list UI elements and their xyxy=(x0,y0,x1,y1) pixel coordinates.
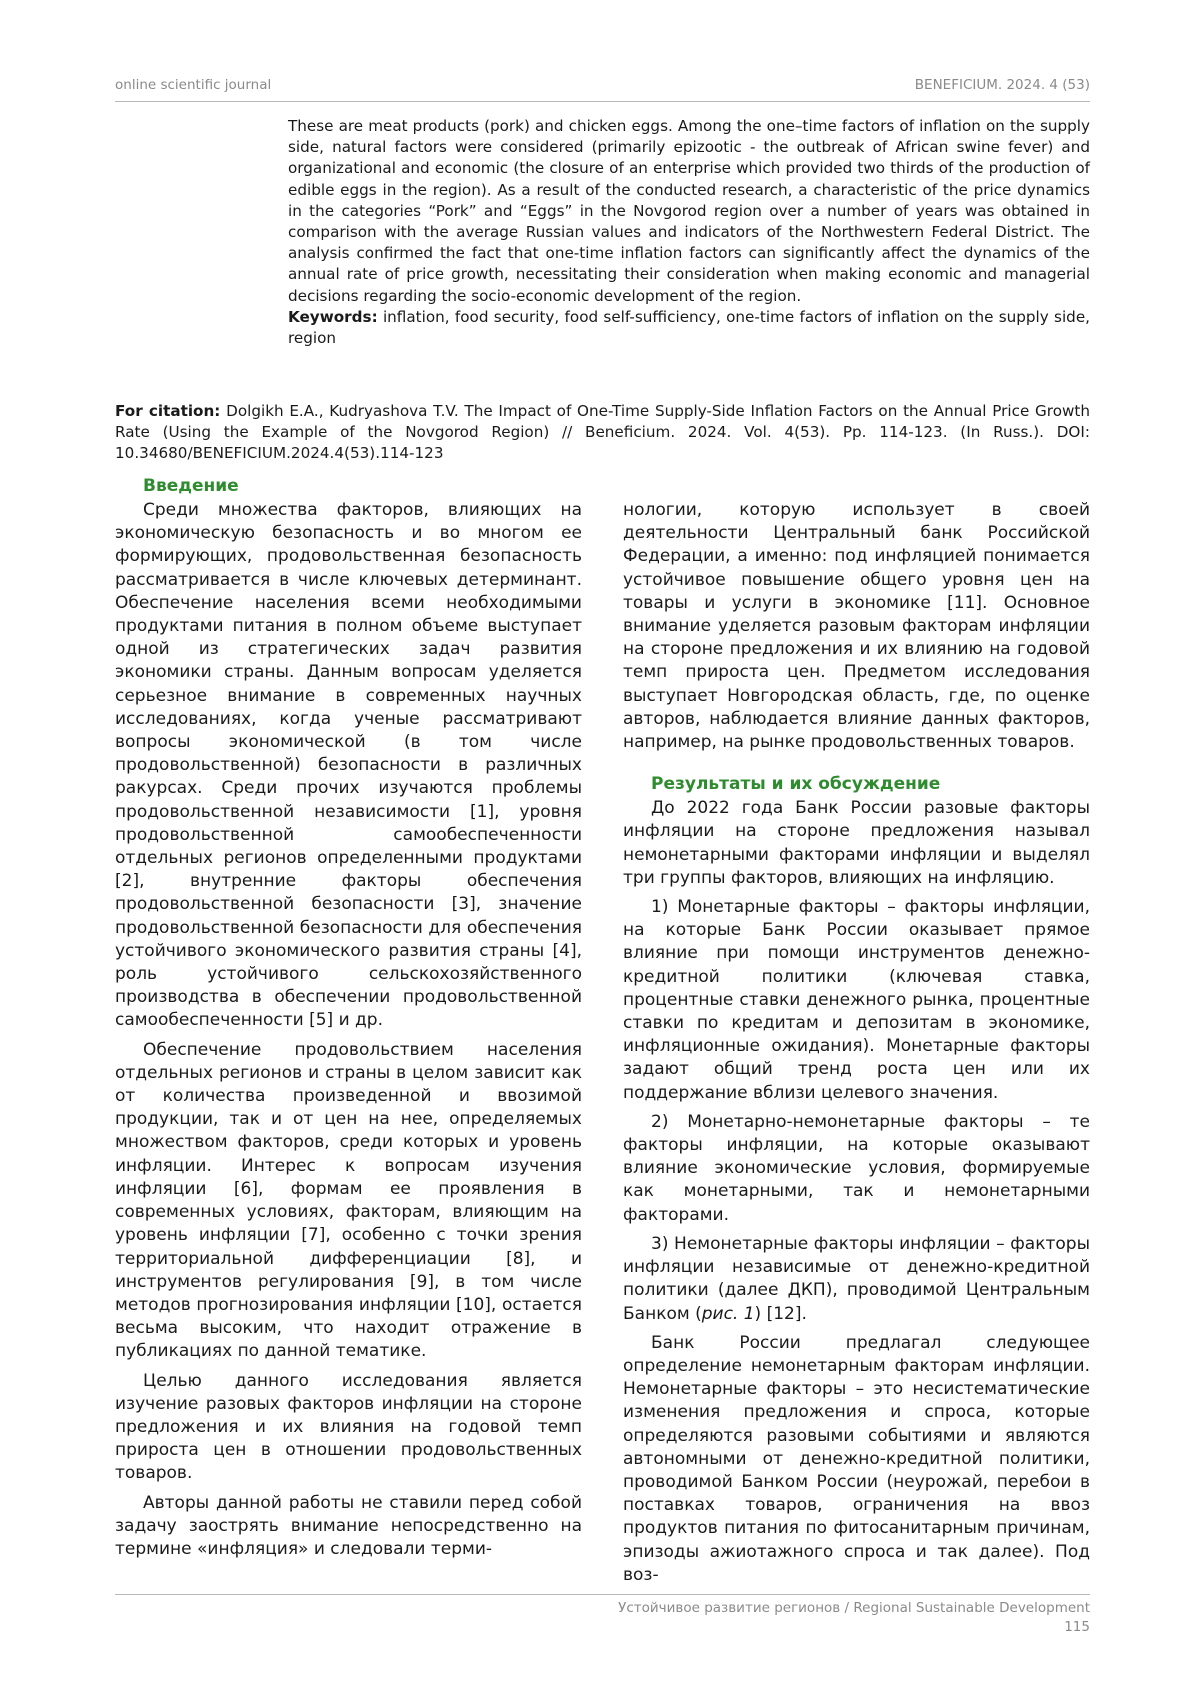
paragraph: Банк России предлагал следующее определение немонетарным факторам инфляции. Немонетарные факторы – это несистематические изменения предложения и спроса, которые определяются разовыми событиями и являются автономными от денежно-кредитной политики, проводимой Банком России (неурожай, перебои в поставках товаров, ограничения на ввоз продуктов питания по фитосанитарным причинам, эпизоды ажиотажного спроса и так далее). Под воз- xyxy=(623,1332,1090,1585)
header-divider xyxy=(115,101,1090,102)
right-column xyxy=(623,499,1090,1593)
footer-journal-title: Устойчивое развитие регионов / Regional Sustainable Development xyxy=(618,1600,1090,1616)
keywords-text: inflation, food security, food self-sufficiency, one-time factors of inflation on the supply side, region xyxy=(288,307,1090,348)
paragraph: Обеспечение продовольствием населения отдельных регионов и страны в целом зависит как от количества произведенной и ввозимой продукции, так и от цен на нее, определяемых множеством факторов, среди которых и уровень инфляции. Интерес к вопросам изучения инфляции [6], формам ее проявления в современных условиях, факторам, влияющим на уровень инфляции [7], особенно с точки зрения территориальной дифференциации [8], и инструментов регулирования [9], в том числе методов прогнозирования инфляции [10], остается весьма высоким, что находит отражение в публикациях по данной тематике. xyxy=(115,1039,582,1362)
keywords-line xyxy=(288,307,1090,349)
journal-issue-label: BENEFICIUM. 2024. 4 (53) xyxy=(914,77,1090,93)
section-heading-results: Результаты и их обсуждение xyxy=(651,774,941,795)
footer-divider xyxy=(115,1594,1090,1595)
paragraph: Среди множества факторов, влияющих на экономическую безопасность и во многом ее формирующих, продовольственная безопасность рассматривается в числе ключевых детерминант. Обеспечение населения всеми необходимыми продуктами питания в полном объеме выступает одной из стратегических задач развития экономики страны. Данным вопросам уделяется серьезное внимание в современных научных исследованиях, когда ученые рассматривают вопросы экономической (в том числе продовольственной) безопасности в различных ракурсах. Среди прочих изучаются проблемы продовольственной независимости [1], уровня продовольственной самообеспеченности отдельных регионов определенными продуктами [2], внутренние факторы обеспечения продовольственной безопасности [3], значение продовольственной безопасности для обеспечения устойчивого экономического развития страны [4], роль устойчивого сельскохозяйственного производства в обеспечении продовольственной самообеспеченности [5] и др. xyxy=(115,500,582,1031)
abstract-block xyxy=(288,116,1090,349)
paragraph xyxy=(623,1233,1090,1326)
section-heading-introduction: Введение xyxy=(143,476,239,496)
abstract-text: These are meat products (pork) and chicken eggs. Among the one–time factors of inflation on the supply side, natural factors were considered (primarily epizootic - the outbreak of African swine fever) and organizational and economic (the closure of an enterprise which provided two thirds of the production of edible eggs in the region). As a result of the conducted research, a characteristic of the price dynamics in the categories “Pork” and “Eggs” in the Novgorod region over a number of years was obtained in comparison with the average Russian values and indicators of the Northwestern Federal District. The analysis confirmed the fact that one-time inflation factors can significantly affect the dynamics of the annual rate of price growth, necessitating their consideration when making economic and managerial decisions regarding the socio-economic development of the region. xyxy=(288,117,1090,305)
paragraph-text: ) [12]. xyxy=(754,1303,807,1324)
page-number: 115 xyxy=(1064,1619,1090,1635)
figure-reference: рис. 1 xyxy=(701,1303,755,1324)
paragraph: Авторы данной работы не ставили перед собой задачу заострять внимание непосредственно на термине «инфляция» и следовали терми- xyxy=(115,1492,582,1559)
paragraph: 1) Монетарные факторы – факторы инфляции, на которые Банк России оказывает прямое влияние при помощи инструментов денежно-кредитной политики (ключевая ставка, процентные ставки денежного рынка, процентные ставки по кредитам и депозитам в экономике, инфляционные ожидания). Монетарные факторы задают общий тренд роста цен или их поддержание вблизи целевого значения. xyxy=(623,897,1090,1103)
paragraph: 2) Монетарно-немонетарные факторы – те факторы инфляции, на которые оказывают влияние экономические условия, формируемые как монетарными, так и немонетарными факторами. xyxy=(623,1111,1090,1225)
paragraph: Целью данного исследования является изучение разовых факторов инфляции на стороне предложения и их влияния на годовой темп прироста цен в отношении продовольственных товаров. xyxy=(115,1370,582,1484)
keywords-label: Keywords: xyxy=(288,307,378,326)
paragraph-text: 3) Немонетарные факторы инфляции – факторы инфляции независимые от денежно-кредитной политики (далее ДКП), проводимой Центральным Банком ( xyxy=(623,1233,1090,1324)
citation-label: For citation: xyxy=(115,402,221,420)
citation-block xyxy=(115,401,1090,465)
left-column xyxy=(115,474,582,1567)
paragraph: До 2022 года Банк России разовые факторы инфляции на стороне предложения называл немонетарными факторами инфляции и выделял три группы факторов, влияющих на инфляцию. xyxy=(623,798,1090,888)
citation-text: Dolgikh E.A., Kudryashova T.V. The Impact of One-Time Supply-Side Inflation Factors on the Annual Price Growth Rate (Using the Example of the Novgorod Region) // Beneficium. 2024. Vol. 4(53). Pp. 114-123. (In Russ.). DOI: 10.34680/BENEFICIUM.2024.4(53).114-123 xyxy=(115,402,1090,463)
journal-type-label: online scientific journal xyxy=(115,77,272,93)
paragraph-continued: нологии, которую использует в своей деятельности Центральный банк Российской Федерации, а именно: под инфляцией понимается устойчивое повышение общего уровня цен на товары и услуги в экономике [11]. Основное внимание уделяется разовым факторам инфляции на стороне предложения и их влиянию на годовой темп прироста цен. Предметом исследования выступает Новгородская область, где, по оценке авторов, наблюдается влияние данных факторов, например, на рынке продовольственных товаров. xyxy=(623,500,1090,753)
